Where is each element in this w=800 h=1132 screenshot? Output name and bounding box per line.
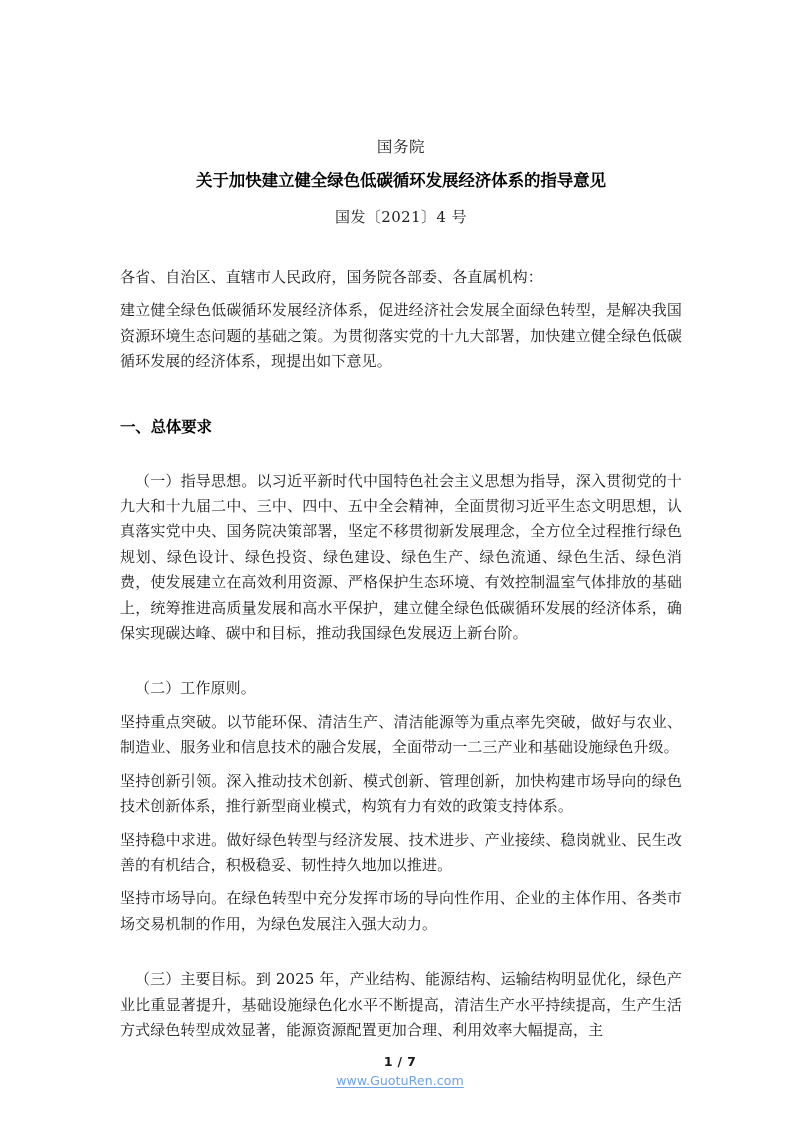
document-content-column bbox=[120, 0, 682, 1043]
preamble-paragraph: 建立健全绿色低碳循环发展经济体系，促进经济社会发展全面绿色转型，是解决我国资源环境生态问题的基础之策。为贯彻落实党的十九大部署，加快建立健全绿色低碳循环发展的经济体系，现提出如下意见。 bbox=[120, 301, 682, 371]
spacer bbox=[120, 702, 682, 710]
spacer bbox=[120, 937, 682, 967]
section-item-2-work-principles: （二）工作原则。 bbox=[135, 679, 256, 698]
section-heading-1: 一、总体要求 bbox=[120, 417, 212, 436]
spacer bbox=[120, 290, 682, 298]
principle-market-oriented: 坚持市场导向。在绿色转型中充分发挥市场的导向性作用、企业的主体作用、各类市场交易机制的作用，为绿色发展注入强大动力。 bbox=[120, 889, 682, 933]
spacer bbox=[120, 878, 682, 886]
spacer bbox=[120, 375, 682, 415]
document-masthead bbox=[120, 0, 682, 229]
principle-innovation-led: 坚持创新引领。深入推动技术创新、模式创新、管理创新，加快构建市场导向的绿色技术创新体系，推行新型商业模式，构筑有力有效的政策支持体系。 bbox=[120, 771, 682, 816]
issuing-authority: 国务院 bbox=[376, 138, 426, 156]
section-item-1-guiding-thought: （一）指导思想。以习近平新时代中国特色社会主义思想为指导，深入贯彻党的十九大和十九届二中、三中、四中、五中全会精神，全面贯彻习近平生态文明思想，认真落实党中央、国务院决策部署，坚定不移贯彻新发展理念，全方位全过程推行绿色规划、绿色设计、绿色投资、绿色建设、绿色生产、绿色流通、绿色生活、绿色消费，使发展建立在高效利用资源、严格保护生态环境、有效控制温室气体排放的基础上，统筹推进高质量发展和高水平保护，建立健全绿色低碳循环发展的经济体系，确保实现碳达峰、碳中和目标，推动我国绿色发展迈上新台阶。 bbox=[120, 471, 682, 643]
document-body bbox=[120, 265, 682, 1043]
principle-steady-progress: 坚持稳中求进。做好绿色转型与经济发展、技术进步、产业接续、稳岗就业、民生改善的有机结合，积极稳妥、韧性持久地加以推进。 bbox=[120, 830, 682, 874]
document-title: 关于加快建立健全绿色低碳循环发展经济体系的指导意见 bbox=[195, 171, 606, 190]
principle-key-breakthrough: 坚持重点突破。以节能环保、清洁生产、清洁能源等为重点率先突破，做好与农业、制造业、服务业和信息技术的融合发展，全面带动一二三产业和基础设施绿色升级。 bbox=[120, 712, 682, 757]
document-number: 国发〔2021〕4 号 bbox=[335, 208, 467, 226]
spacer bbox=[120, 820, 682, 828]
footer-site-link[interactable]: www.GuotuRen.com bbox=[336, 1073, 464, 1088]
section-item-3-main-objectives: （三）主要目标。到 2025 年，产业结构、能源结构、运输结构明显优化，绿色产业比重显著提升，基础设施绿色化水平不断提高，清洁生产水平持续提高，生产生活方式绿色转型成效显著，能源资源配置更加合理、利用效率大幅提高，主 bbox=[120, 970, 682, 1039]
spacer bbox=[120, 761, 682, 769]
page-number: 1 / 7 bbox=[383, 1054, 417, 1069]
page-footer bbox=[0, 1054, 800, 1089]
addressee-line: 各省、自治区、直辖市人民政府，国务院各部委、各直属机构： bbox=[120, 268, 543, 286]
spacer bbox=[120, 646, 682, 676]
spacer bbox=[120, 439, 682, 469]
